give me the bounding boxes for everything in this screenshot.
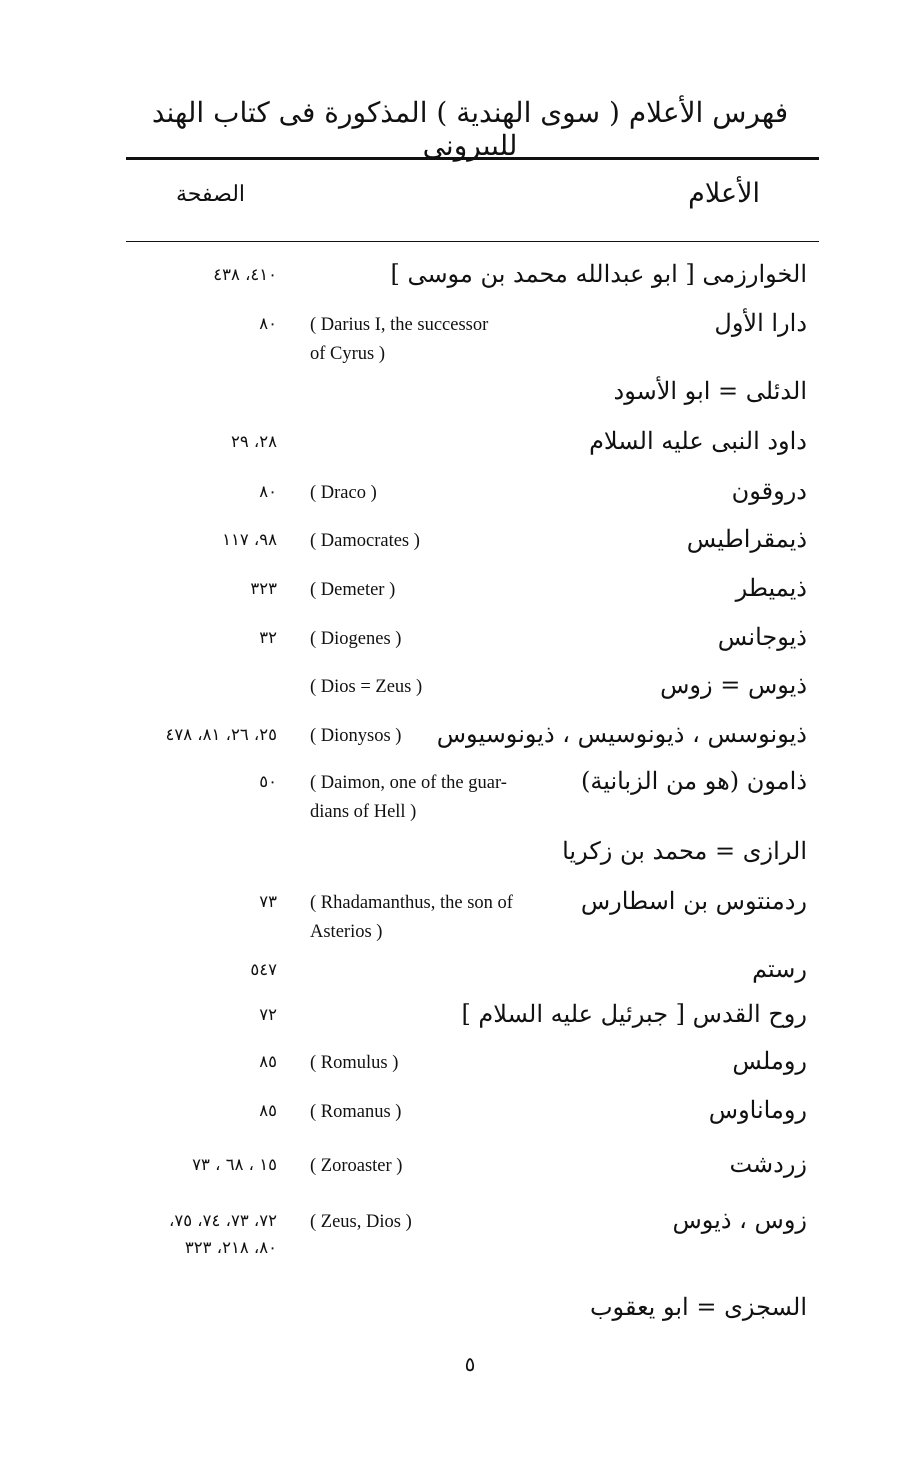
index-entry: [0, 1094, 915, 1134]
index-entry: [0, 425, 915, 465]
index-entry: [0, 1204, 915, 1257]
entry-arabic-name: ذيمقراطيس: [686, 525, 807, 553]
header-rule: [126, 241, 819, 242]
index-entry: [0, 953, 915, 993]
index-entry: [0, 258, 915, 298]
index-entry: [0, 1045, 915, 1085]
index-entry: [0, 835, 915, 875]
entry-pages: ٨٠: [259, 314, 277, 333]
entry-latin-name: ( Daimon, one of the guar- dians of Hell ): [310, 773, 507, 822]
column-header-page: الصفحة: [176, 182, 246, 207]
index-entry: [0, 718, 915, 758]
entry-pages: ٤١٠، ٤٣٨: [213, 265, 277, 284]
entry-arabic-name: السجزى = ابو يعقوب: [589, 1293, 807, 1321]
entry-arabic-name: ذامون (هو من الزبانية): [580, 767, 807, 795]
entry-arabic-name: الرازى = محمد بن زكريا: [562, 837, 807, 865]
entry-latin-name: ( Zoroaster ): [310, 1156, 403, 1176]
entry-pages: ٧٣: [259, 892, 277, 911]
index-entry: [0, 998, 915, 1038]
entry-pages: ٣٢٣: [250, 579, 277, 598]
index-entry: [0, 1291, 915, 1331]
entry-arabic-name: روماناوس: [708, 1096, 807, 1124]
entry-pages: ٢٨، ٢٩: [230, 432, 277, 451]
entry-latin-name: ( Rhadamanthus, the son of Asterios ): [310, 893, 513, 942]
entry-arabic-name: روح القدس [ جبرئيل عليه السلام ]: [461, 1000, 807, 1028]
entry-latin-name: ( Dios = Zeus ): [310, 677, 423, 697]
entry-arabic-name: روملس: [732, 1047, 807, 1075]
index-entry: [0, 621, 915, 661]
entry-latin-name: ( Dionysos ): [310, 726, 402, 746]
entry-arabic-name: زوس ، ذيوس: [672, 1206, 807, 1234]
entry-arabic-name: دروقون: [731, 477, 807, 505]
column-header-names: الأعلام: [688, 178, 760, 209]
entry-pages: ٧٢: [259, 1005, 277, 1024]
entry-latin-name: ( Romulus ): [310, 1053, 399, 1073]
entry-arabic-name: رستم: [752, 955, 807, 983]
entry-pages: ١٥ ، ٦٨ ، ٧٣: [192, 1155, 277, 1174]
entry-arabic-name: الدئلى = ابو الأسود: [613, 377, 807, 405]
index-entry: [0, 885, 915, 942]
entry-pages: ٨٠: [259, 482, 277, 501]
entry-arabic-name: دارا الأول: [714, 309, 807, 337]
entry-latin-name: ( Zeus, Dios ): [310, 1212, 412, 1232]
entry-arabic-name: زردشت: [729, 1150, 807, 1178]
entry-latin-name: ( Darius I, the successor of Cyrus ): [310, 315, 489, 364]
entry-latin-name: ( Demeter ): [310, 580, 396, 600]
title-rule: [126, 157, 819, 160]
entry-latin-name: ( Diogenes ): [310, 629, 402, 649]
page-number: ٥: [464, 1352, 476, 1376]
index-entry: [0, 375, 915, 415]
entry-arabic-name: ذيوس = زوس: [660, 671, 807, 699]
entry-pages: ٨٥: [259, 1101, 277, 1120]
index-entry: [0, 669, 915, 709]
entry-latin-name: ( Draco ): [310, 483, 377, 503]
entry-pages: ٧٢، ٧٣، ٧٤، ٧٥، ٨٠، ٢١٨، ٣٢٣: [169, 1211, 277, 1257]
entry-arabic-name: الخوارزمى [ ابو عبدالله محمد بن موسى ]: [390, 260, 807, 288]
entry-pages: ٥٠: [259, 772, 277, 791]
index-entry: [0, 307, 915, 364]
entry-arabic-name: ردمنتوس بن اسطارس: [580, 887, 807, 915]
entry-pages: ٥٤٧: [250, 960, 277, 979]
entry-pages: ٣٢: [259, 628, 277, 647]
index-entry: [0, 572, 915, 612]
entry-pages: ٢٥، ٢٦، ٨١، ٤٧٨: [165, 725, 277, 744]
entry-pages: ٩٨، ١١٧: [222, 530, 277, 549]
entry-arabic-name: ذيونوسس ، ذيونوسيس ، ذيونوسيوس: [436, 720, 807, 748]
page-title: فهرس الأعلام ( سوى الهندية ) المذكورة فى كتاب الهند للبيرونى: [151, 96, 789, 162]
entry-arabic-name: ذيميطر: [735, 574, 807, 602]
index-entry: [0, 475, 915, 515]
index-entry: [0, 765, 915, 822]
entry-arabic-name: ذيوجانس: [717, 623, 807, 651]
index-entry: [0, 523, 915, 563]
entry-arabic-name: داود النبى عليه السلام: [589, 427, 807, 455]
index-entry: [0, 1148, 915, 1188]
entry-latin-name: ( Romanus ): [310, 1102, 402, 1122]
entry-latin-name: ( Damocrates ): [310, 531, 420, 551]
entry-pages: ٨٥: [259, 1052, 277, 1071]
